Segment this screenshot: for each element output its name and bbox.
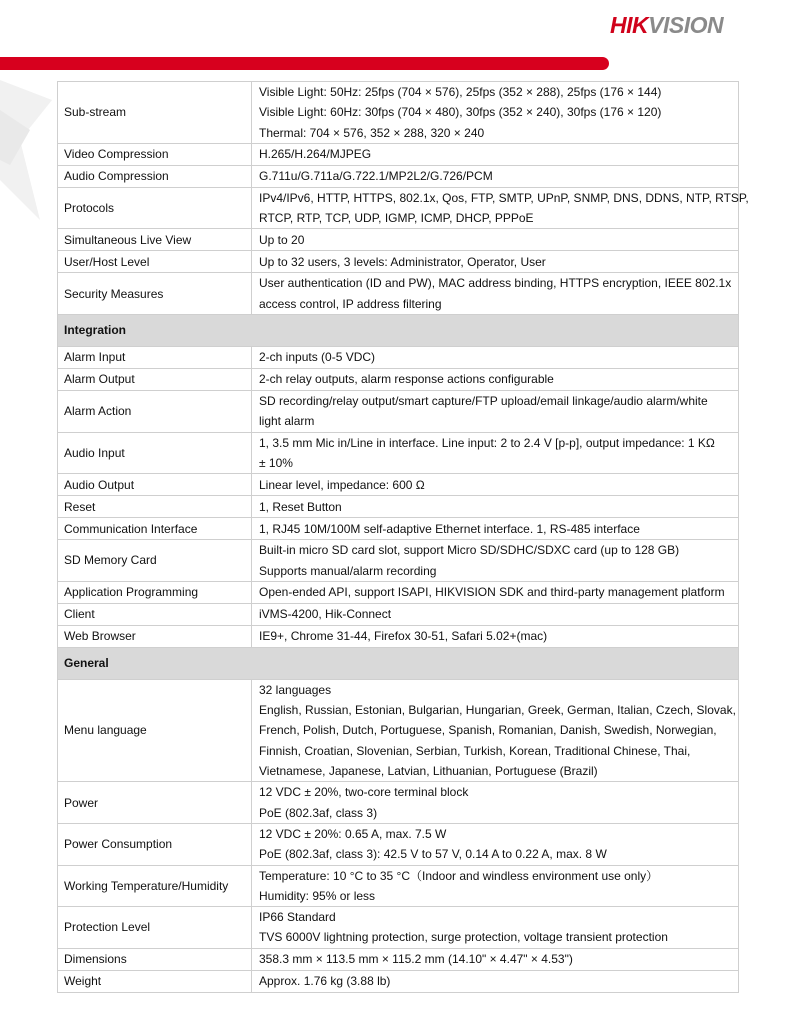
spec-value: [252, 581, 739, 603]
spec-value: [252, 518, 739, 540]
spec-row-sd-memory-card: [58, 540, 739, 582]
spec-label: Power Consumption: [58, 823, 252, 865]
hikvision-logo: [610, 12, 760, 38]
spec-row-dimensions: [58, 948, 739, 970]
spec-label: Audio Input: [58, 432, 252, 474]
spec-value: [252, 865, 739, 907]
spec-row-client: [58, 603, 739, 625]
section-header-general: [58, 647, 739, 679]
spec-label: Audio Compression: [58, 165, 252, 187]
spec-value: [252, 907, 739, 949]
spec-value-line: IP66 Standard: [259, 910, 336, 925]
specification-table-body: [58, 82, 749, 993]
spec-row-alarm-action: [58, 391, 739, 433]
spec-value: [252, 165, 739, 187]
spec-label: Communication Interface: [58, 518, 252, 540]
spec-value-line: English, Russian, Estonian, Bulgarian, Hungarian, Greek, German, Italian, Czech, Slovak,: [259, 703, 736, 718]
spec-row-weight: [58, 970, 739, 992]
spec-label: Audio Output: [58, 474, 252, 496]
spec-row-power-consumption: [58, 823, 739, 865]
spec-value-line: iVMS-4200, Hik-Connect: [259, 607, 392, 622]
spec-value: [252, 948, 739, 970]
logo-text-hik: HIK: [610, 12, 649, 38]
spec-row-protocols: [58, 187, 739, 229]
spec-value: [252, 432, 739, 474]
spec-value: [252, 625, 739, 647]
spec-row-sub-stream: [58, 82, 739, 144]
spec-row-alarm-input: [58, 347, 739, 369]
watermark-graphic: [0, 70, 60, 270]
spec-value-line: User authentication (ID and PW), MAC address binding, HTTPS encryption, IEEE 802.1x: [259, 276, 732, 291]
spec-value-line: Built-in micro SD card slot, support Micro SD/SDHC/SDXC card (up to 128 GB): [259, 543, 680, 558]
spec-label: Simultaneous Live View: [58, 229, 252, 251]
spec-label: Weight: [58, 970, 252, 992]
spec-row-web-browser: [58, 625, 739, 647]
spec-value-line: PoE (802.3af, class 3): 42.5 V to 57 V, 0.14 A to 0.22 A, max. 8 W: [259, 847, 607, 862]
spec-value: [252, 187, 749, 229]
spec-value-line: TVS 6000V lightning protection, surge protection, voltage transient protection: [259, 930, 668, 945]
spec-value-line: 2-ch relay outputs, alarm response actions configurable: [259, 372, 554, 387]
spec-value-line: light alarm: [259, 414, 315, 429]
spec-label: Alarm Input: [58, 347, 252, 369]
spec-row-audio-input: [58, 432, 739, 474]
spec-row-working-temperature-humidity: [58, 865, 739, 907]
spec-value: [252, 603, 739, 625]
spec-value-line: 12 VDC ± 20%, two-core terminal block: [259, 785, 469, 800]
spec-value-line: Approx. 1.76 kg (3.88 lb): [259, 974, 391, 989]
spec-value-line: Supports manual/alarm recording: [259, 563, 437, 578]
spec-row-simultaneous-live-view: [58, 229, 739, 251]
spec-value: [252, 273, 739, 315]
spec-value-line: SD recording/relay output/smart capture/FTP upload/email linkage/audio alarm/white: [259, 394, 708, 409]
spec-value-line: Visible Light: 60Hz: 30fps (704 × 480), 30fps (352 × 240), 30fps (176 × 120): [259, 105, 662, 120]
spec-label: Menu language: [58, 679, 252, 782]
spec-label: Security Measures: [58, 273, 252, 315]
spec-value: [252, 143, 739, 165]
spec-row-power: [58, 782, 739, 824]
spec-value-line: Thermal: 704 × 576, 352 × 288, 320 × 240: [259, 125, 485, 140]
spec-value: [252, 474, 739, 496]
spec-value-line: Visible Light: 50Hz: 25fps (704 × 576), 25fps (352 × 288), 25fps (176 × 144): [259, 85, 662, 99]
spec-value: [252, 540, 739, 582]
spec-label: Protection Level: [58, 907, 252, 949]
spec-value: [252, 823, 739, 865]
spec-value: [252, 347, 739, 369]
spec-value-line: Humidity: 95% or less: [259, 888, 376, 903]
spec-value: [252, 970, 739, 992]
section-title: Integration: [58, 315, 739, 347]
spec-value-line: 358.3 mm × 113.5 mm × 115.2 mm (14.10" × 4.47" × 4.53"): [259, 952, 573, 967]
section-title: General: [58, 647, 739, 679]
spec-value-line: Up to 32 users, 3 levels: Administrator, Operator, User: [259, 254, 546, 269]
spec-row-application-programming: [58, 581, 739, 603]
spec-value-line: 1, RJ45 10M/100M self-adaptive Ethernet interface. 1, RS-485 interface: [259, 521, 640, 536]
spec-value: [252, 496, 739, 518]
spec-value-line: 1, 3.5 mm Mic in/Line in interface. Line input: 2 to 2.4 V [p-p], output impedance: 1 KΩ: [259, 435, 715, 450]
spec-value-line: Vietnamese, Japanese, Latvian, Lithuanian, Portuguese (Brazil): [259, 764, 598, 779]
spec-label: User/Host Level: [58, 251, 252, 273]
spec-value-line: 12 VDC ± 20%: 0.65 A, max. 7.5 W: [259, 826, 447, 841]
spec-value-line: IPv4/IPv6, HTTP, HTTPS, 802.1x, Qos, FTP, SMTP, UPnP, SNMP, DNS, DDNS, NTP, RTSP,: [259, 190, 749, 205]
spec-label: Web Browser: [58, 625, 252, 647]
spec-row-communication-interface: [58, 518, 739, 540]
spec-value-line: Temperature: 10 °C to 35 °C（Indoor and windless environment use only）: [259, 868, 659, 883]
spec-label: Video Compression: [58, 143, 252, 165]
spec-value: [252, 782, 739, 824]
spec-label: Reset: [58, 496, 252, 518]
spec-label: Application Programming: [58, 581, 252, 603]
spec-value-line: PoE (802.3af, class 3): [259, 805, 378, 820]
header-red-band: [0, 57, 609, 70]
spec-row-audio-output: [58, 474, 739, 496]
spec-value-line: 2-ch inputs (0-5 VDC): [259, 350, 376, 365]
specification-table: [57, 81, 749, 993]
spec-row-alarm-output: [58, 369, 739, 391]
spec-row-menu-language: [58, 679, 739, 782]
spec-value-line: Up to 20: [259, 232, 305, 247]
spec-label: Power: [58, 782, 252, 824]
spec-label: Client: [58, 603, 252, 625]
section-header-integration: [58, 315, 739, 347]
spec-label: SD Memory Card: [58, 540, 252, 582]
spec-label: Working Temperature/Humidity: [58, 865, 252, 907]
spec-value-line: RTCP, RTP, TCP, UDP, IGMP, ICMP, DHCP, PPPoE: [259, 211, 534, 226]
spec-value-line: access control, IP address filtering: [259, 296, 442, 311]
spec-value: [252, 369, 739, 391]
spec-label: Protocols: [58, 187, 252, 229]
spec-value-line: 32 languages: [259, 682, 332, 697]
spec-value: [252, 229, 739, 251]
spec-value-line: IE9+, Chrome 31-44, Firefox 30-51, Safari 5.02+(mac): [259, 629, 548, 644]
logo-text-vision: VISION: [648, 12, 724, 38]
spec-row-security-measures: [58, 273, 739, 315]
spec-value: [252, 82, 739, 144]
spec-label: Alarm Output: [58, 369, 252, 391]
spec-value-line: Linear level, impedance: 600 Ω: [259, 477, 425, 492]
spec-value-line: 1, Reset Button: [259, 499, 342, 514]
spec-value: [252, 251, 739, 273]
spec-label: Sub-stream: [58, 82, 252, 144]
spec-row-user-host-level: [58, 251, 739, 273]
spec-row-video-compression: [58, 143, 739, 165]
spec-row-audio-compression: [58, 165, 739, 187]
spec-value-line: French, Polish, Dutch, Portuguese, Spanish, Romanian, Danish, Swedish, Norwegian,: [259, 723, 717, 738]
spec-value-line: Finnish, Croatian, Slovenian, Serbian, Turkish, Korean, Traditional Chinese, Thai,: [259, 743, 691, 758]
spec-label: Dimensions: [58, 948, 252, 970]
spec-row-reset: [58, 496, 739, 518]
spec-value-line: G.711u/G.711a/G.722.1/MP2L2/G.726/PCM: [259, 169, 493, 184]
spec-value-line: H.265/H.264/MJPEG: [259, 147, 372, 162]
spec-value-line: Open-ended API, support ISAPI, HIKVISION SDK and third-party management platform: [259, 585, 725, 600]
spec-value: [252, 391, 739, 433]
spec-value-line: ± 10%: [259, 455, 293, 470]
spec-value: [252, 679, 739, 782]
spec-label: Alarm Action: [58, 391, 252, 433]
spec-row-protection-level: [58, 907, 739, 949]
